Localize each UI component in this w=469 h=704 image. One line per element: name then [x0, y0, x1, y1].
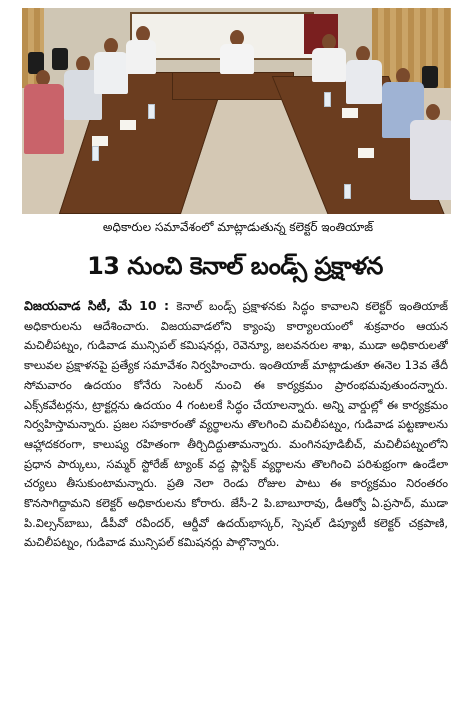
photo-paper — [342, 108, 358, 118]
dateline: విజయవాడ సిటీ, మే 10 : — [24, 298, 177, 313]
photo-paper — [358, 148, 374, 158]
photo-bottle — [344, 184, 351, 199]
photo-caption: అధికారుల సమావేశంలో మాట్లాడుతున్న కలెక్టర్ ఇంతియాజ్ — [102, 220, 374, 234]
meeting-photo — [22, 8, 451, 214]
photo-bottle — [148, 104, 155, 119]
photo-bottle — [92, 146, 99, 161]
article-body — [24, 296, 448, 696]
photo-bottle — [324, 92, 331, 107]
photo-chair — [52, 48, 68, 70]
photo-paper — [92, 136, 108, 146]
article-text: కెనాల్ బండ్స్ ప్రక్షాళనకు సిద్ధం కావాలని కలెక్టర్ ఇంతియాజ్ అధికారులను ఆదేశించారు. విజయవాడలోని క్యాంపు కార్యాలయంలో శుక్రవారం ఆయన మచిలీపట్నం, గుడివాడ మున్సిపల్ కమిషనర్లు, రెవెన్యూ, జలవనరుల శాఖ, ముడా అధికారులతో కాలువల ప్రక్షాళనపై ప్రత్యేక సమావేశం నిర్వహించారు. ఇంతియాజ్ మాట్లాడుతూ ఈనెల 13వ తేదీ సోమవారం ఉదయం కోనేరు సెంటర్ నుంచి ఈ కార్యక్రమం ప్రారంభమవుతుందన్నారు. ఎక్స్‌కవేటర్లను, ట్రాక్టర్లను ఉదయం 4 గంటలకే సిద్ధం చేయాలన్నారు. అన్ని వార్డుల్లో ఈ కార్యక్రమం నిర్వహిస్తామన్నారు. ప్రజల సహకారంతో వ్యర్థాలను తొలగించి మచిలీపట్నం, గుడివాడ పట్టణాలను ఆహ్లాదకరంగా, కాలుష్య రహితంగా తీర్చిదిద్దుతామన్నారు. మంగినపూడిబీచ్, మచిలీపట్నంలోని ప్రధాన పార్కులు, సమ్మర్ స్టోరేజ్ ట్యాంక్ వద్ద ప్లాస్టిక్ వ్యర్థాలను తొలగించి పరిశుభ్రంగా ఉండేలా చర్యలు తీసుకుంటామన్నారు. ప్రతి నెలా రెండు రోజుల పాటు ఈ కార్యక్రమం నిరంతరం కొనసాగిద్దామని కలెక్టర్ అధికారులను కోరారు. జేసీ-2 పి.బాబూరావు, డీఆర్వో ఏ.ప్రసాద్, ముడా పి.విల్సన్‌బాబు, డీపీవో రవీందర్, ఆర్డీవో ఉదయ్‌భాస్కర్, స్పెషల్ డిప్యూటీ కలెక్టర్ చక్రపాణి, మచిలీపట్నం, గుడివాడ మున్సిపల్ కమిషనర్లు పాల్గొన్నారు. — [24, 299, 448, 550]
headline: 13 నుంచి కెనాల్ బండ్స్ ప్రక్షాళన — [87, 252, 383, 280]
photo-chair — [422, 66, 438, 88]
photo-paper — [120, 120, 136, 130]
